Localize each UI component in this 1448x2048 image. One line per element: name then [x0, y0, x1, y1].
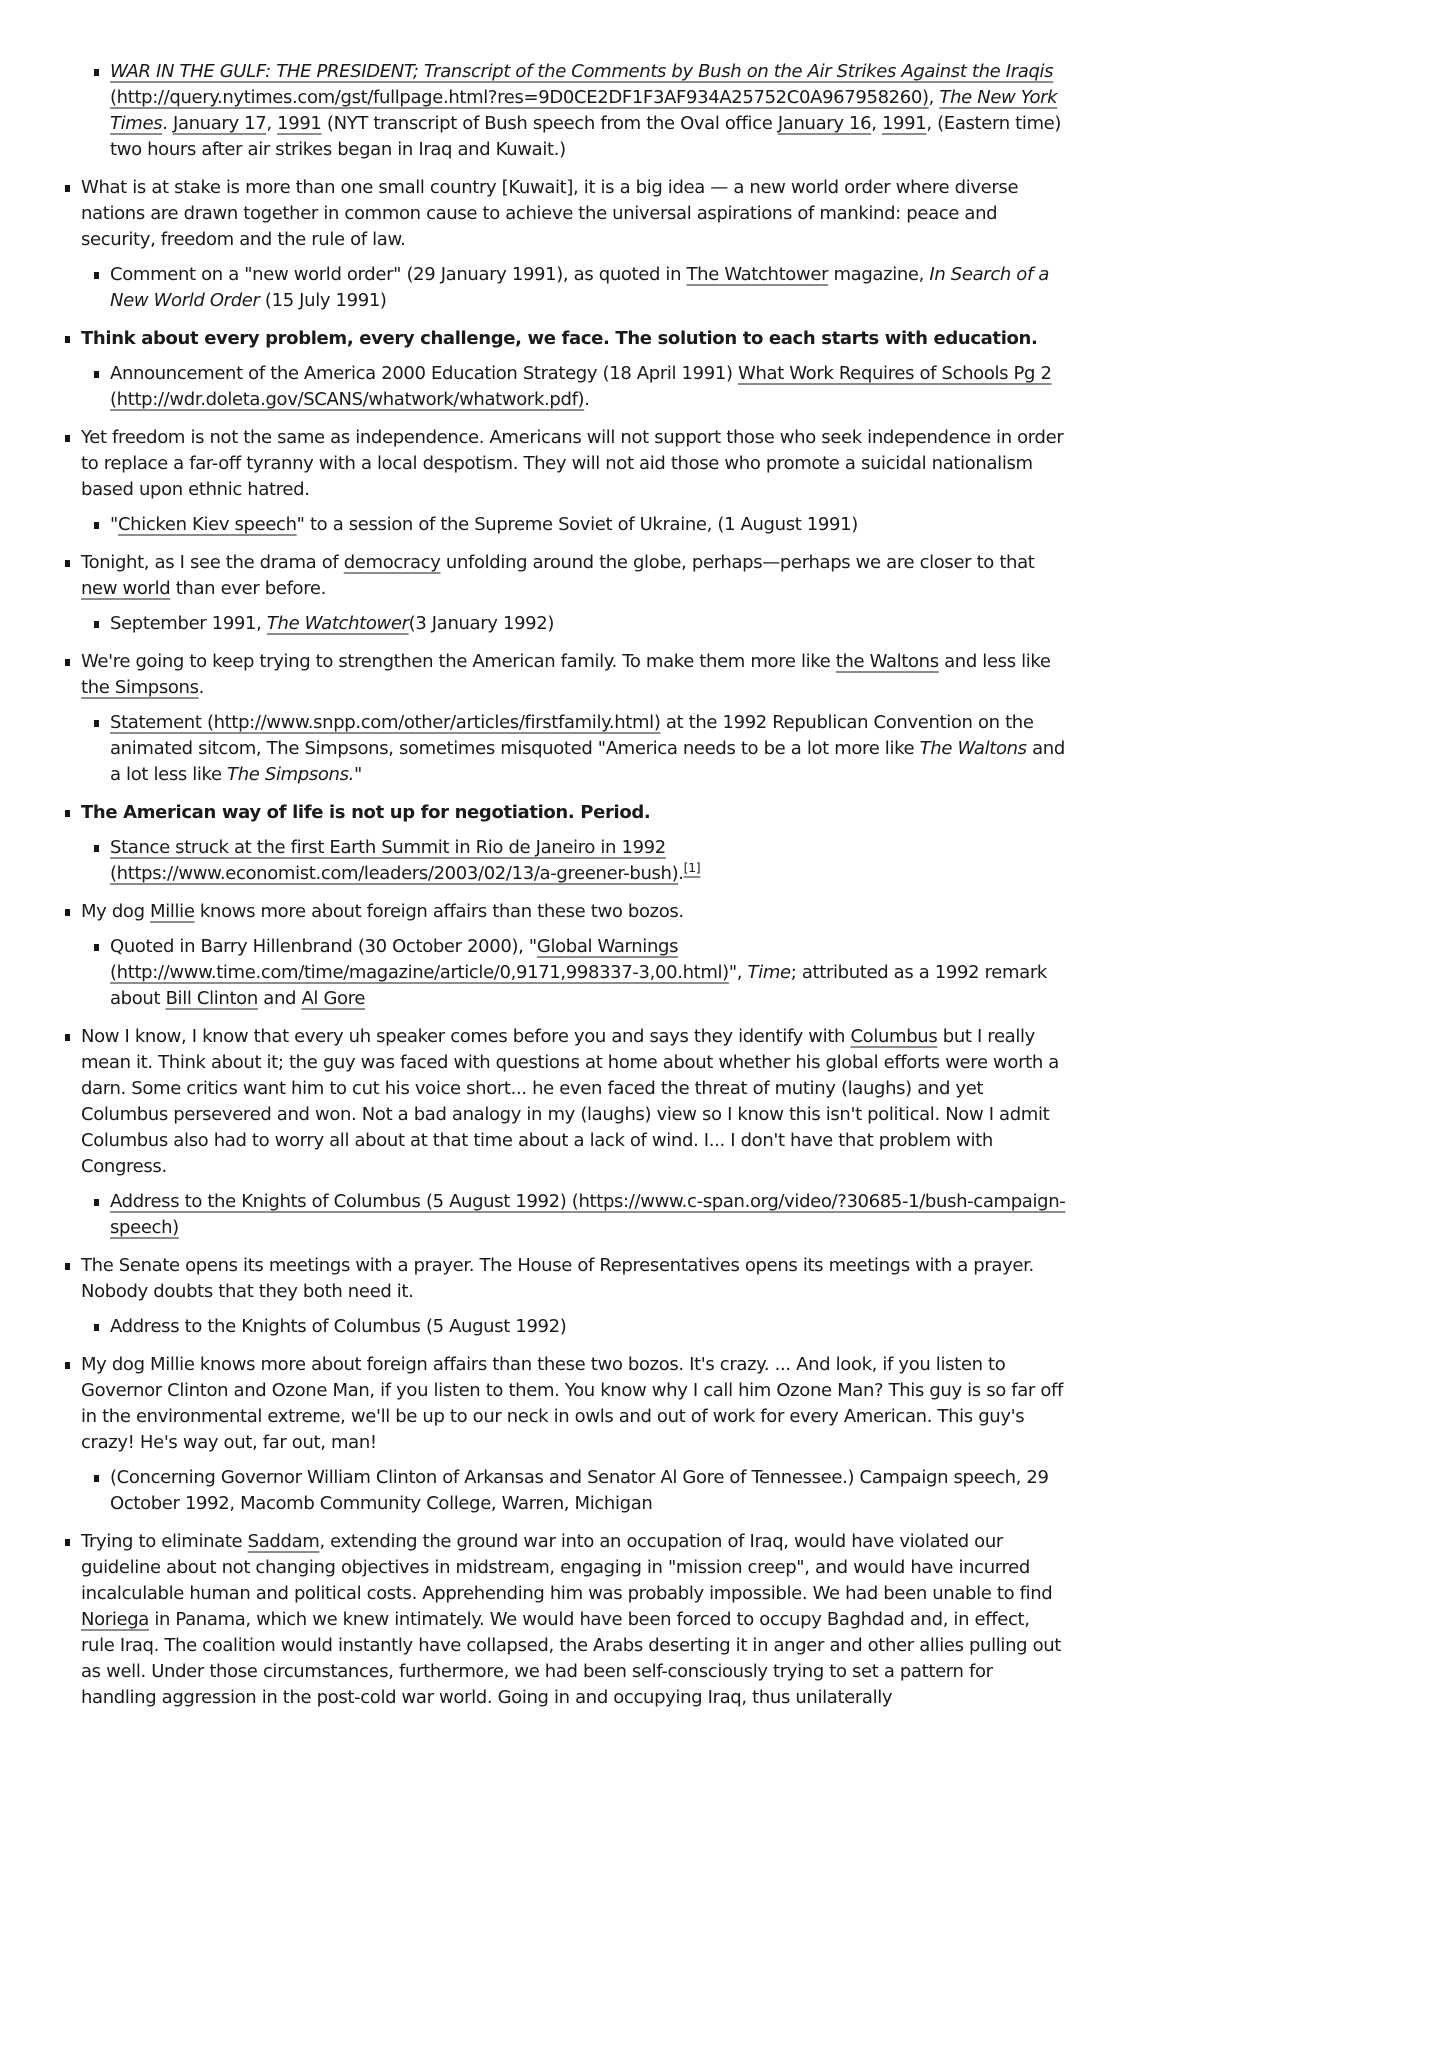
quote-link[interactable]: Noriega: [81, 1609, 149, 1630]
quote-text-run: and less like: [938, 651, 1051, 672]
quote-text-run: September 1991,: [110, 613, 267, 634]
quote-text-run: (15 July 1991): [259, 290, 387, 311]
quote-item: [81, 326, 1067, 413]
quote-link[interactable]: Al Gore: [301, 988, 366, 1009]
quote-text-run: Address to the Knights of Columbus (5 August 1992): [110, 1316, 567, 1337]
source-list: [81, 611, 1067, 637]
quote-link[interactable]: WAR IN THE GULF: THE PRESIDENT; Transcript of the Comments by Bush on the Air Strikes Against the Iraqis: [110, 61, 1054, 82]
quote-link[interactable]: Bill Clinton: [165, 988, 258, 1009]
quote-item: [81, 1352, 1067, 1517]
quote-text-run: ,: [928, 87, 940, 108]
quote-text-run: Comment on a "new world order" (29 January 1991), as quoted in: [110, 264, 687, 285]
quote-link[interactable]: new world: [81, 578, 171, 599]
source-item: [110, 611, 1067, 637]
quote-text-run: ",: [728, 962, 748, 983]
quote-text-run: than ever before.: [170, 578, 326, 599]
quote-text-run: unfolding around the globe, perhaps—perhaps we are closer to that: [440, 552, 1035, 573]
quote-text-run: We're going to keep trying to strengthen the American family. To make them more like: [81, 651, 836, 672]
footnote-ref[interactable]: [1]: [683, 860, 701, 875]
quote-link[interactable]: What Work Requires of Schools Pg 2 (http://wdr.doleta.gov/SCANS/whatwork/whatwork.pdf): [110, 363, 1052, 410]
quote-text-run: .: [198, 677, 205, 698]
quote-text-run: The Senate opens its meetings with a prayer. The House of Representatives opens its meetings with a prayer. Nobody doubts that they both need it.: [81, 1255, 1034, 1302]
quote-link[interactable]: Global Warnings (http://www.time.com/time/magazine/article/0,9171,998337-3,00.html): [110, 936, 729, 983]
quote-text-run: ; attributed as a 1992 remark about: [110, 962, 1047, 1009]
quote-link[interactable]: (http://query.nytimes.com/gst/fullpage.html?res=9D0CE2DF1F3AF934A25752C0A967958260): [110, 87, 929, 108]
source-item: [110, 1465, 1067, 1517]
source-list: [81, 710, 1067, 788]
source-list: [81, 1189, 1067, 1241]
source-list: [81, 934, 1067, 1012]
quote-link[interactable]: The New York Times: [110, 87, 1058, 134]
quote-text-run: (3 January 1992): [408, 613, 555, 634]
source-item: [110, 512, 1067, 538]
quote-item: [81, 649, 1067, 788]
source-list: [81, 1314, 1067, 1340]
quote-text-run: My dog: [81, 901, 151, 922]
quote-text-run: ,: [266, 113, 278, 134]
quote-link[interactable]: Saddam: [247, 1531, 320, 1552]
quote-text-run: Yet freedom is not the same as independence. Americans will not support those who seek independence in order to replace a far-off tyranny with a local despotism. They will not aid those who promote a suicidal nationalism based upon ethnic hatred.: [81, 427, 1064, 500]
quote-item: [81, 550, 1067, 637]
quote-link[interactable]: Statement (http://www.snpp.com/other/articles/firstfamily.html): [110, 712, 661, 733]
quote-link[interactable]: Millie: [150, 901, 195, 922]
quote-text-run: ": [110, 514, 118, 535]
quote-text-run: Trying to eliminate: [81, 1531, 248, 1552]
quote-text-run: Tonight, as I see the drama of: [81, 552, 344, 573]
quote-text-run: In Search of a New World Order: [110, 264, 1050, 311]
quote-link[interactable]: The Watchtower: [686, 264, 829, 285]
source-item: [110, 835, 1067, 887]
quote-text-run: , (Eastern time) two hours after air strikes began in Iraq and Kuwait.): [110, 113, 1062, 160]
quote-link[interactable]: the Waltons: [835, 651, 939, 672]
source-list: [81, 1465, 1067, 1517]
quote-link[interactable]: The Watchtower: [266, 613, 409, 634]
source-list: [81, 835, 1067, 887]
quote-text-run: (Concerning Governor William Clinton of Arkansas and Senator Al Gore of Tennessee.) Campaign speech, 29 October 1992, Macomb Community College, Warren, Michigan: [110, 1467, 1049, 1514]
quote-link[interactable]: Columbus: [850, 1026, 938, 1047]
source-list: [81, 59, 1067, 163]
quote-text-run: .: [678, 863, 684, 884]
quote-text-run: Time: [747, 962, 791, 983]
orphan-source-wrapper: [81, 59, 1067, 163]
quote-text-run: knows more about foreign affairs than these two bozos.: [194, 901, 684, 922]
quote-link[interactable]: January 17: [172, 113, 267, 134]
source-list: [81, 512, 1067, 538]
quote-link[interactable]: January 16: [777, 113, 872, 134]
quote-link[interactable]: Stance struck at the first Earth Summit in Rio de Janeiro in 1992 (https://www.economist.com/leaders/2003/02/13/a-greener-bush): [110, 837, 679, 884]
quote-text-run: .: [162, 113, 173, 134]
quote-text-run: ": [354, 764, 362, 785]
source-item: [110, 934, 1067, 1012]
quote-text-run: Quoted in Barry Hillenbrand (30 October 2000), ": [110, 936, 537, 957]
quote-item: [81, 899, 1067, 1012]
quote-text-run: My dog Millie knows more about foreign affairs than these two bozos. It's crazy. ... And look, if you listen to Governor Clinton and Ozone Man, if you listen to them. You know why I call him Ozone Man? This guy is so far off in the environmental extreme, we'll be up to our neck in owls and out of work for every American. This guy's crazy! He's way out, far out, man!: [81, 1354, 1063, 1453]
quote-link[interactable]: Chicken Kiev speech: [117, 514, 297, 535]
quote-text-run: and a lot less like: [110, 738, 1065, 785]
quote-text-run: in Panama, which we knew intimately. We would have been forced to occupy Baghdad and, in effect, rule Iraq. The coalition would instantly have collapsed, the Arabs deserting it in anger and other allies pulling out as well. Under those circumstances, furthermore, we had been self-consciously trying to set a pattern for handling aggression in the post-cold war world. Going in and occupying Iraq, thus unilaterally: [81, 1609, 1061, 1708]
quote-text-run: at the 1992 Republican Convention on the animated sitcom, The Simpsons, sometimes misquoted "America needs to be a lot more like: [110, 712, 1034, 759]
quote-text-run: Announcement of the America 2000 Education Strategy (18 April 1991): [110, 363, 739, 384]
quote-item: [81, 175, 1067, 314]
quote-item: [81, 800, 1067, 887]
quote-link[interactable]: the Simpsons: [81, 677, 199, 698]
source-item: [110, 59, 1067, 163]
quote-text-run: magazine,: [828, 264, 930, 285]
quote-text-run: The Simpsons.: [227, 764, 355, 785]
quote-text-run: but I really mean it. Think about it; the guy was faced with questions at home about whether his global efforts were worth a darn. Some critics want him to cut his voice short... he even faced the threat of mutiny (laughs) and yet Columbus persevered and won. Not a bad analogy in my (laughs) view so I know this isn't political. Now I admit Columbus also had to worry all about at that time about a lack of wind. I... I don't have that problem with Congress.: [81, 1026, 1059, 1177]
quotes-list: [63, 59, 1067, 1711]
quote-text-run: ,: [871, 113, 882, 134]
quote-link[interactable]: Address to the Knights of Columbus (5 August 1992) (https://www.c-span.org/video/?30685-1/bush-campaign-speech): [110, 1191, 1066, 1238]
quote-text-run: Now I know, I know that every uh speaker comes before you and says they identify with: [81, 1026, 851, 1047]
quote-text-run: (NYT transcript of Bush speech from the Oval office: [321, 113, 778, 134]
source-item: [110, 1189, 1067, 1241]
quote-link[interactable]: democracy: [343, 552, 441, 573]
quote-text-run: What is at stake is more than one small country [Kuwait], it is a big idea — a new world order where diverse nations are drawn together in common cause to achieve the universal aspirations of mankind: peace and security, freedom and the rule of law.: [81, 177, 1019, 250]
quote-text-run: , extending the ground war into an occupation of Iraq, would have violated our guideline about not changing objectives in midstream, engaging in "mission creep", and would have incurred incalculable human and political costs. Apprehending him was probably impossible. We had been unable to find: [81, 1531, 1053, 1604]
quote-item: [81, 1529, 1067, 1711]
quote-item: [81, 1024, 1067, 1241]
quote-item: [81, 425, 1067, 538]
quote-text-run: The American way of life is not up for negotiation. Period.: [81, 802, 651, 823]
source-item: [110, 710, 1067, 788]
quote-text-run: Think about every problem, every challenge, we face. The solution to each starts with education.: [81, 328, 1038, 349]
quote-text-run: The Waltons: [919, 738, 1027, 759]
quote-item: [81, 1253, 1067, 1340]
source-item: [110, 1314, 1067, 1340]
source-list: [81, 262, 1067, 314]
source-item: [110, 262, 1067, 314]
quote-text-run: and: [257, 988, 302, 1009]
source-item: [110, 361, 1067, 413]
source-list: [81, 361, 1067, 413]
quote-link[interactable]: 1991: [277, 113, 322, 134]
quote-link[interactable]: 1991: [881, 113, 927, 134]
quote-text-run: .: [584, 389, 590, 410]
footnote-sup[interactable]: [684, 860, 701, 875]
quote-text-run: " to a session of the Supreme Soviet of Ukraine, (1 August 1991): [296, 514, 858, 535]
